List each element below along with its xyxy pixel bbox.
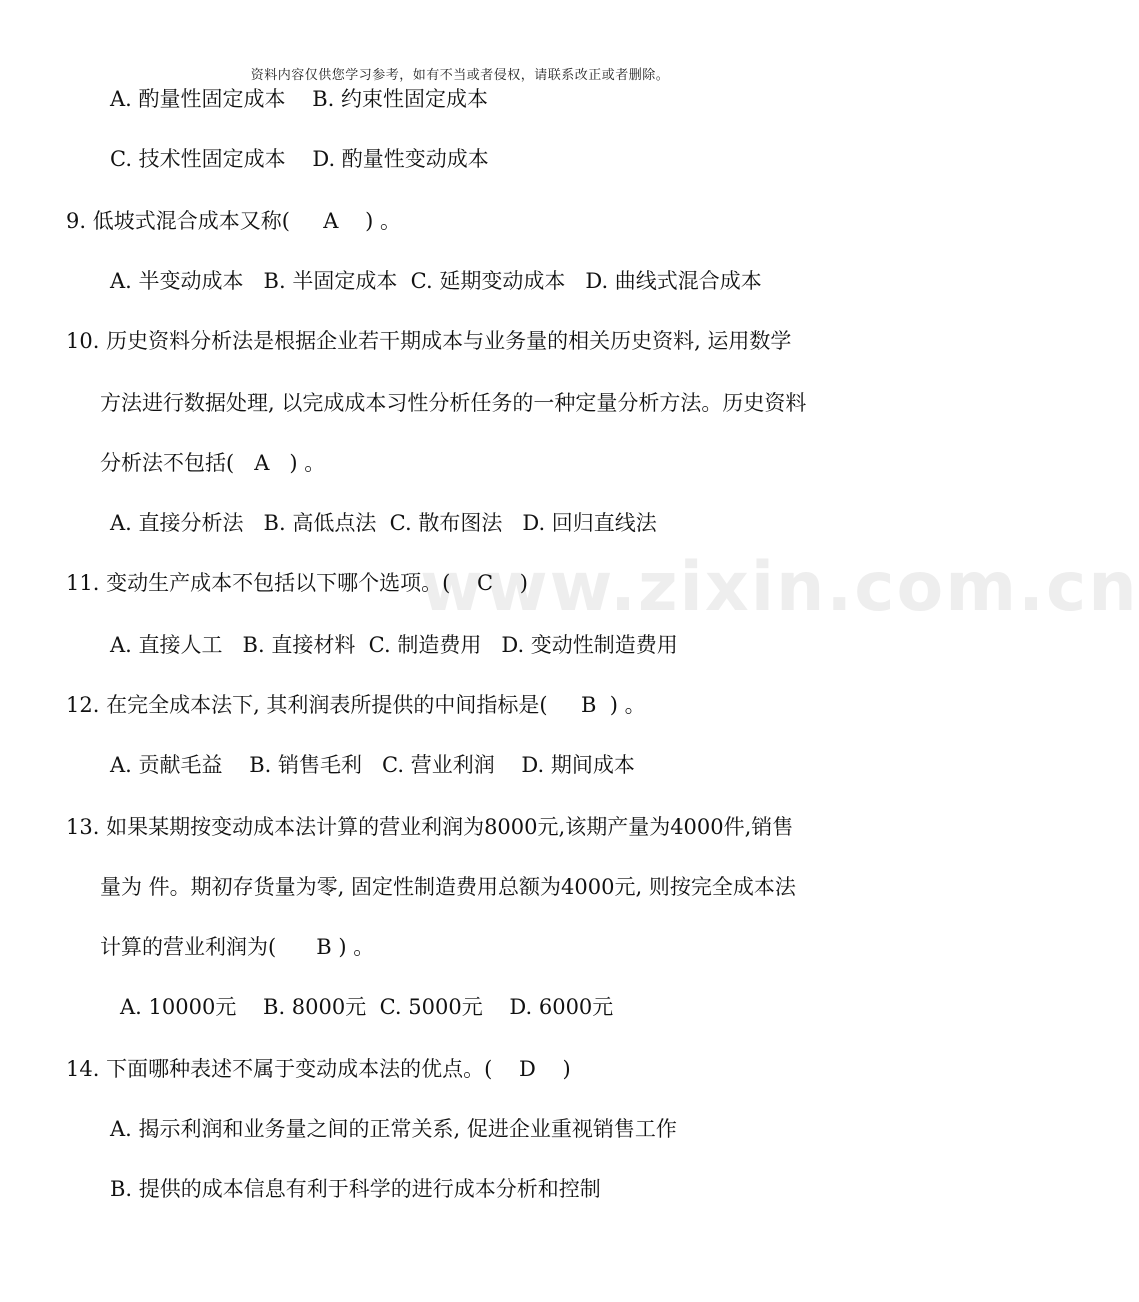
q9-options: A. 半变动成本 B. 半固定成本 C. 延期变动成本 D. 曲线式混合成本 (110, 269, 762, 293)
watermark-text: www.zixin.com.cn (420, 548, 1139, 627)
q14-question: 14. 下面哪种表述不属于变动成本法的优点。( D ) (66, 1057, 571, 1081)
q9-question: 9. 低坡式混合成本又称( A ) 。 (66, 209, 402, 233)
q10-question-line3: 分析法不包括( A ) 。 (100, 451, 326, 475)
q13-question-line2: 量为 件。期初存货量为零, 固定性制造费用总额为4000元, 则按完全成本法 (100, 875, 796, 899)
q10-question-line1: 10. 历史资料分析法是根据企业若干期成本与业务量的相关历史资料, 运用数学 (66, 329, 792, 353)
q8-options-cd: C. 技术性固定成本 D. 酌量性变动成本 (110, 147, 489, 171)
q11-question: 11. 变动生产成本不包括以下哪个选项。( C ) (66, 571, 528, 595)
q11-options: A. 直接人工 B. 直接材料 C. 制造费用 D. 变动性制造费用 (110, 633, 678, 657)
q13-options: A. 10000元 B. 8000元 C. 5000元 D. 6000元 (120, 995, 614, 1019)
q12-question: 12. 在完全成本法下, 其利润表所提供的中间指标是( B ) 。 (66, 693, 646, 717)
q12-options: A. 贡献毛益 B. 销售毛利 C. 营业利润 D. 期间成本 (110, 753, 635, 777)
q14-option-a: A. 揭示利润和业务量之间的正常关系, 促进企业重视销售工作 (110, 1117, 677, 1141)
q10-question-line2: 方法进行数据处理, 以完成成本习性分析任务的一种定量分析方法。历史资料 (100, 391, 807, 415)
q13-question-line3: 计算的营业利润为( B ) 。 (100, 935, 375, 959)
q13-question-line1: 13. 如果某期按变动成本法计算的营业利润为8000元,该期产量为4000件,销售 (66, 815, 794, 839)
q14-option-b: B. 提供的成本信息有利于科学的进行成本分析和控制 (110, 1177, 601, 1201)
header-disclaimer: 资料内容仅供您学习参考，如有不当或者侵权，请联系改正或者删除。 (250, 68, 670, 83)
q10-options: A. 直接分析法 B. 高低点法 C. 散布图法 D. 回归直线法 (110, 511, 657, 535)
q8-options-ab: A. 酌量性固定成本 B. 约束性固定成本 (110, 87, 488, 111)
